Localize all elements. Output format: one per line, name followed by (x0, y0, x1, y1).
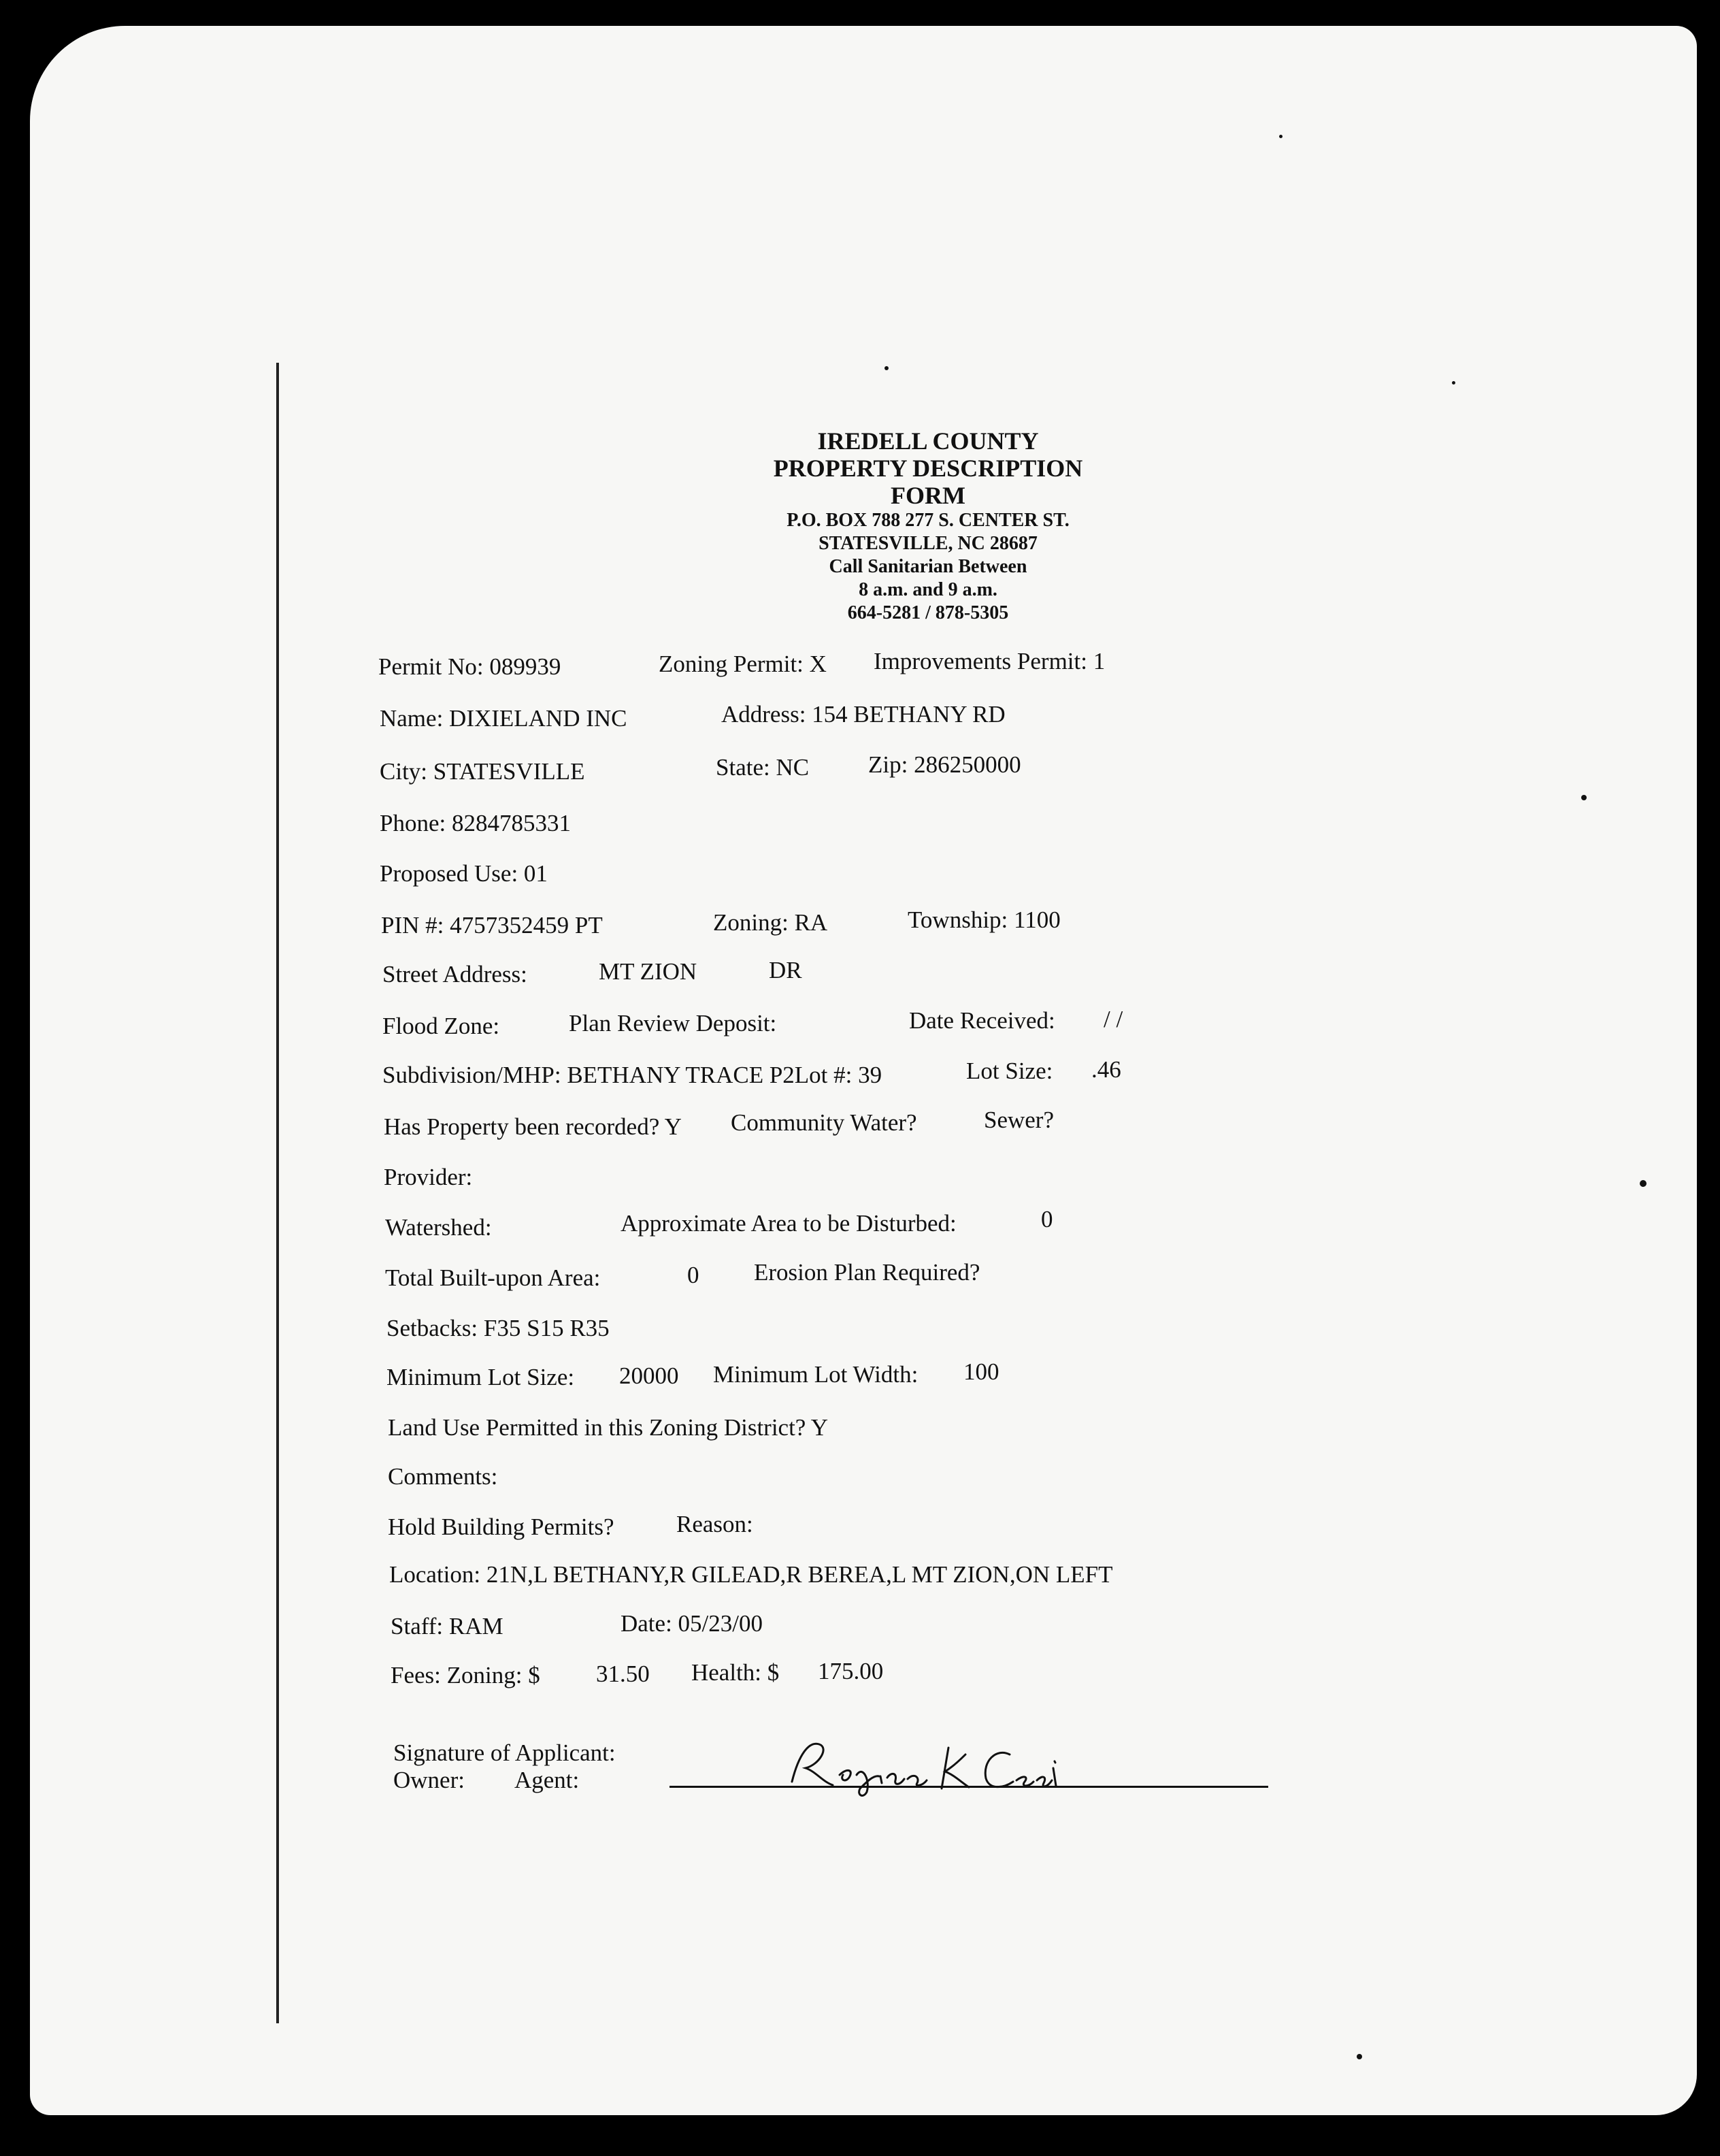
lot-size-value: .46 (1091, 1056, 1121, 1083)
provider: Provider: (384, 1164, 473, 1190)
lot-size: Lot Size: (966, 1058, 1053, 1084)
scan-speck (1279, 135, 1283, 138)
form-page (30, 26, 1697, 2115)
city-state-zip: STATESVILLE, NC 28687 (818, 533, 1038, 554)
comments: Comments: (388, 1463, 498, 1490)
improvements-permit: Improvements Permit: 1 (874, 648, 1106, 674)
built-upon-area: Total Built-upon Area: (385, 1264, 601, 1291)
pin-number: PIN #: 4757352459 PT (381, 912, 603, 938)
township: Township: 1100 (908, 906, 1061, 933)
form-title: PROPERTY DESCRIPTION FORM (773, 455, 1083, 509)
hold-building-permits: Hold Building Permits? (388, 1514, 614, 1540)
applicant-address: Address: 154 BETHANY RD (721, 701, 1006, 728)
call-instructions: Call Sanitarian Between (829, 556, 1027, 577)
owner-label: Owner: (393, 1767, 465, 1793)
city: City: STATESVILLE (380, 758, 585, 785)
street-name: MT ZION (599, 958, 697, 985)
zoning-permit: Zoning Permit: X (659, 651, 827, 677)
fees-health-value: 175.00 (818, 1658, 884, 1684)
reason: Reason: (676, 1511, 753, 1537)
signature-label: Signature of Applicant: (393, 1740, 616, 1766)
community-water: Community Water? (731, 1109, 917, 1136)
applicant-signature (778, 1727, 1064, 1802)
date-received-value: / / (1104, 1006, 1123, 1032)
form-header (738, 427, 1119, 625)
scan-speck (1452, 381, 1455, 385)
permit-no: Permit No: 089939 (378, 653, 561, 680)
mailing-address: P.O. BOX 788 277 S. CENTER ST. (787, 510, 1070, 531)
applicant-name: Name: DIXIELAND INC (380, 705, 627, 732)
county-title: IREDELL COUNTY (817, 427, 1039, 455)
sewer: Sewer? (984, 1107, 1055, 1133)
flood-zone: Flood Zone: (382, 1013, 500, 1039)
state: State: NC (716, 754, 810, 781)
scan-speck (1581, 795, 1587, 800)
phone: Phone: 8284785331 (380, 810, 571, 836)
property-recorded: Has Property been recorded? Y (384, 1113, 682, 1140)
zoning: Zoning: RA (713, 909, 828, 936)
fees-zoning: Fees: Zoning: $ (391, 1662, 540, 1688)
min-lot-size: Minimum Lot Size: (386, 1364, 575, 1390)
min-lot-width: Minimum Lot Width: (713, 1361, 919, 1388)
area-disturbed-value: 0 (1041, 1206, 1053, 1232)
area-disturbed: Approximate Area to be Disturbed: (621, 1210, 957, 1237)
subdivision: Subdivision/MHP: BETHANY TRACE P2Lot #: 39 (382, 1062, 882, 1088)
call-hours: 8 a.m. and 9 a.m. (859, 579, 997, 600)
proposed-use: Proposed Use: 01 (380, 860, 548, 887)
phone-numbers: 664-5281 / 878-5305 (847, 602, 1009, 623)
scan-speck (884, 366, 889, 370)
zip: Zip: 286250000 (868, 751, 1021, 778)
street-suffix: DR (769, 957, 802, 983)
land-use-permitted: Land Use Permitted in this Zoning District? Y (388, 1414, 829, 1441)
scan-edge-line (276, 363, 279, 2023)
erosion-plan: Erosion Plan Required? (754, 1259, 980, 1286)
fees-health: Health: $ (691, 1659, 780, 1686)
scan-speck (1640, 1180, 1647, 1187)
staff: Staff: RAM (391, 1613, 503, 1639)
location: Location: 21N,L BETHANY,R GILEAD,R BEREA,L MT ZION,ON LEFT (389, 1561, 1113, 1588)
plan-review-deposit: Plan Review Deposit: (569, 1010, 777, 1036)
scan-speck (1357, 2054, 1362, 2059)
date-received: Date Received: (909, 1007, 1055, 1034)
watershed: Watershed: (385, 1214, 492, 1241)
street-address-label: Street Address: (382, 961, 527, 987)
min-lot-width-value: 100 (963, 1358, 999, 1385)
setbacks: Setbacks: F35 S15 R35 (386, 1315, 610, 1341)
built-upon-area-value: 0 (687, 1262, 699, 1288)
min-lot-size-value: 20000 (619, 1362, 679, 1389)
date: Date: 05/23/00 (621, 1610, 763, 1637)
fees-zoning-value: 31.50 (596, 1661, 650, 1687)
agent-label: Agent: (514, 1767, 580, 1793)
